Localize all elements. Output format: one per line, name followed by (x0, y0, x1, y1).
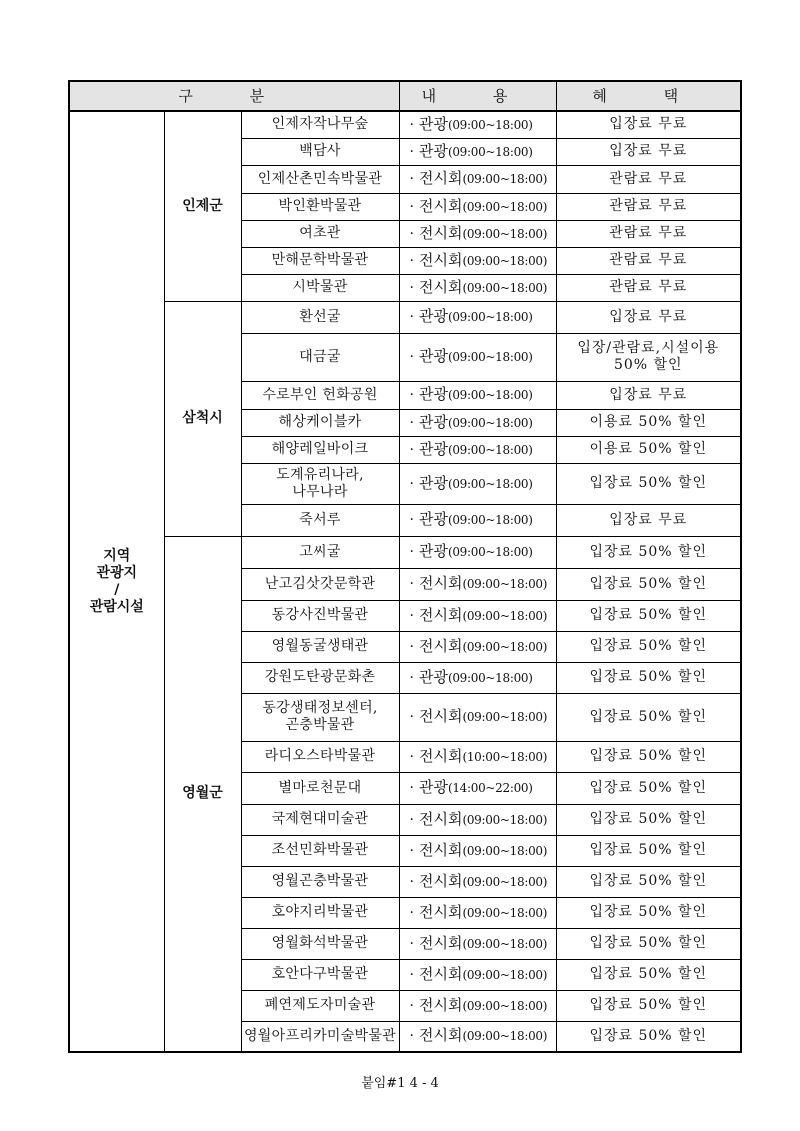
facility-type: 관광 (418, 141, 448, 160)
header-benefit: 혜 택 (556, 81, 741, 111)
operating-hours: (09:00~18:00) (462, 843, 548, 858)
facility-name: 고씨굴 (241, 536, 399, 568)
facility-content (399, 741, 556, 772)
facility-name: 강원도탄광문화촌 (241, 662, 399, 693)
bullet-mark: · (409, 935, 414, 952)
facility-content (399, 436, 556, 463)
facility-name: 영월화석박물관 (241, 928, 399, 959)
benefit-text: 이용료 50% 할인 (556, 409, 741, 436)
operating-hours: (09:00~18:00) (447, 545, 533, 559)
facility-name: 라디오스타박물관 (241, 741, 399, 772)
operating-hours: (09:00~18:00) (447, 415, 533, 430)
facility-type: 전시회 (418, 1026, 463, 1045)
bullet-mark: · (409, 225, 414, 242)
header-content: 내 용 (399, 81, 556, 111)
facility-content (399, 631, 556, 662)
bullet-mark: · (409, 576, 414, 592)
facility-type: 전시회 (418, 574, 463, 592)
facility-content (399, 333, 556, 381)
bullet-mark: · (409, 387, 414, 403)
page-footer: 붙임#1 4 - 4 (361, 1076, 439, 1091)
bullet-mark: · (409, 171, 414, 187)
facility-type: 전시회 (418, 250, 463, 269)
operating-hours: (09:00~18:00) (462, 998, 548, 1013)
facility-name: 해양레일바이크 (241, 436, 399, 463)
benefit-text: 입장료 50% 할인 (556, 741, 741, 772)
bullet-mark: · (409, 309, 414, 325)
facility-name: 동강사진박물관 (241, 600, 399, 631)
benefit-text: 관람료 무료 (556, 165, 741, 193)
facility-type: 전시회 (418, 964, 463, 983)
operating-hours: (09:00~18:00) (462, 639, 548, 654)
facility-name: 영월아프리카미술박물관 (241, 1021, 399, 1052)
facility-content (399, 662, 556, 693)
operating-hours: (09:00~18:00) (462, 874, 548, 889)
facility-type: 관광 (418, 307, 448, 325)
facility-name: 난고김삿갓문학관 (241, 568, 399, 600)
bullet-mark: · (409, 143, 414, 160)
operating-hours: (09:00~18:00) (462, 226, 548, 241)
facility-content (399, 536, 556, 568)
facility-content (399, 504, 556, 536)
operating-hours: (09:00~18:00) (462, 172, 548, 186)
facility-type: 전시회 (418, 746, 463, 765)
operating-hours: (09:00~18:00) (462, 905, 548, 920)
operating-hours: (09:00~18:00) (462, 577, 548, 591)
facility-content (399, 138, 556, 165)
operating-hours: (09:00~18:00) (462, 608, 548, 623)
facility-type: 관광 (418, 667, 448, 686)
operating-hours: (09:00~18:00) (462, 253, 548, 268)
benefit-text: 관람료 무료 (556, 220, 741, 247)
facility-name: 시박물관 (241, 274, 399, 301)
benefit-text: 입장료 무료 (556, 504, 741, 536)
facility-benefits-table (68, 80, 742, 1053)
facility-type: 관광 (418, 473, 448, 492)
bullet-mark: · (409, 475, 414, 492)
table-row (69, 111, 741, 138)
facility-name: 죽서루 (241, 504, 399, 536)
facility-content (399, 897, 556, 928)
benefit-text: 입장료 50% 할인 (556, 631, 741, 662)
bullet-mark: · (409, 116, 414, 133)
bullet-mark: · (409, 441, 414, 458)
benefit-text: 입장료 50% 할인 (556, 959, 741, 990)
facility-type: 전시회 (418, 995, 463, 1014)
region-label-line: 관광지 (96, 564, 138, 581)
operating-hours: (10:00~18:00) (462, 749, 548, 764)
benefit-text: 관람료 무료 (556, 274, 741, 301)
facility-content (399, 568, 556, 600)
bullet-mark: · (409, 748, 414, 765)
facility-type: 관광 (418, 778, 448, 796)
bullet-mark: · (409, 512, 414, 528)
facility-content (399, 381, 556, 409)
benefit-text: 이용료 50% 할인 (556, 436, 741, 463)
facility-name: 해상케이블카 (241, 409, 399, 436)
operating-hours: (09:00~18:00) (462, 936, 548, 951)
benefit-text: 입장료 50% 할인 (556, 866, 741, 897)
facility-content (399, 274, 556, 301)
operating-hours: (09:00~18:00) (447, 350, 533, 364)
facility-name: 조선민화박물관 (241, 835, 399, 866)
facility-name: 폐연제도자미술관 (241, 990, 399, 1021)
facility-name: 박인환박물관 (241, 193, 399, 220)
header-category: 구 분 (69, 81, 399, 111)
facility-type: 전시회 (418, 809, 463, 828)
facility-type: 전시회 (418, 277, 463, 296)
operating-hours: (09:00~18:00) (462, 710, 548, 724)
benefit-text: 입장료 50% 할인 (556, 536, 741, 568)
bullet-mark: · (409, 811, 414, 828)
county-label: 삼척시 (164, 301, 241, 536)
bullet-mark: · (409, 349, 414, 365)
facility-name: 별마로천문대 (241, 772, 399, 804)
facility-name: 도계유리나라, 나무나라 (241, 463, 399, 504)
facility-type: 전시회 (418, 636, 463, 655)
facility-content (399, 409, 556, 436)
operating-hours: (09:00~18:00) (462, 967, 548, 982)
bullet-mark: · (409, 638, 414, 655)
facility-content (399, 111, 556, 138)
facility-content (399, 959, 556, 990)
operating-hours: (09:00~18:00) (447, 513, 533, 527)
bullet-mark: · (409, 252, 414, 269)
facility-name: 만해문학박물관 (241, 247, 399, 274)
facility-content (399, 928, 556, 959)
facility-name: 호안다구박물관 (241, 959, 399, 990)
facility-name: 인제자작나무숲 (241, 111, 399, 138)
bullet-mark: · (409, 966, 414, 983)
bullet-mark: · (409, 780, 414, 796)
facility-type: 전시회 (418, 840, 463, 859)
bullet-mark: · (409, 544, 414, 560)
operating-hours: (09:00~18:00) (462, 812, 548, 827)
facility-type: 관광 (418, 385, 448, 403)
facility-type: 전시회 (418, 871, 463, 890)
operating-hours: (09:00~18:00) (447, 388, 533, 402)
facility-name: 영월동굴생태관 (241, 631, 399, 662)
benefit-text: 관람료 무료 (556, 193, 741, 220)
benefit-text: 관람료 무료 (556, 247, 741, 274)
benefit-text: 입장료 무료 (556, 138, 741, 165)
facility-content (399, 693, 556, 741)
facility-content (399, 220, 556, 247)
benefit-text: 입장료 50% 할인 (556, 990, 741, 1021)
operating-hours: (09:00~18:00) (447, 476, 533, 491)
bullet-mark: · (409, 842, 414, 859)
facility-content (399, 463, 556, 504)
facility-content (399, 835, 556, 866)
facility-type: 관광 (418, 542, 448, 560)
operating-hours: (09:00~18:00) (447, 117, 533, 132)
facility-type: 관광 (418, 510, 448, 528)
facility-type: 전시회 (418, 196, 463, 215)
facility-content (399, 804, 556, 835)
region-label-line: 관람시설 (89, 598, 144, 615)
benefit-text: 입장료 50% 할인 (556, 928, 741, 959)
operating-hours: (09:00~18:00) (462, 280, 548, 295)
benefit-text: 입장료 50% 할인 (556, 600, 741, 631)
facility-name: 수로부인 헌화공원 (241, 381, 399, 409)
facility-type: 관광 (418, 114, 448, 133)
bullet-mark: · (409, 1028, 414, 1045)
benefit-text: 입장/관람료,시설이용 50% 할인 (556, 333, 741, 381)
benefit-text: 입장료 50% 할인 (556, 804, 741, 835)
benefit-text: 입장료 50% 할인 (556, 772, 741, 804)
benefit-text: 입장료 50% 할인 (556, 693, 741, 741)
table-row (69, 301, 741, 333)
facility-type: 관광 (418, 412, 448, 431)
facility-content (399, 990, 556, 1021)
bullet-mark: · (409, 414, 414, 431)
facility-content (399, 247, 556, 274)
facility-name: 여초관 (241, 220, 399, 247)
facility-name: 국제현대미술관 (241, 804, 399, 835)
bullet-mark: · (409, 279, 414, 296)
bullet-mark: · (409, 873, 414, 890)
facility-content (399, 600, 556, 631)
bullet-mark: · (409, 669, 414, 686)
benefit-text: 입장료 50% 할인 (556, 897, 741, 928)
facility-content (399, 866, 556, 897)
facility-name: 영월곤충박물관 (241, 866, 399, 897)
facility-content (399, 165, 556, 193)
table-row (69, 536, 741, 568)
operating-hours: (14:00~22:00) (447, 781, 533, 795)
bullet-mark: · (409, 198, 414, 215)
operating-hours: (09:00~18:00) (447, 442, 533, 457)
facility-type: 전시회 (418, 169, 463, 187)
benefit-text: 입장료 무료 (556, 301, 741, 333)
facility-name: 백담사 (241, 138, 399, 165)
benefit-text: 입장료 50% 할인 (556, 568, 741, 600)
facility-name: 인제산촌민속박물관 (241, 165, 399, 193)
facility-type: 전시회 (418, 902, 463, 921)
bullet-mark: · (409, 997, 414, 1014)
county-label: 인제군 (164, 111, 241, 301)
region-label (69, 111, 164, 1052)
facility-content (399, 1021, 556, 1052)
county-label: 영월군 (164, 536, 241, 1052)
facility-content (399, 193, 556, 220)
facility-name: 대금굴 (241, 333, 399, 381)
table-body (69, 111, 741, 1052)
facility-type: 전시회 (418, 605, 463, 624)
facility-content (399, 301, 556, 333)
benefit-text: 입장료 무료 (556, 111, 741, 138)
benefit-text: 입장료 50% 할인 (556, 1021, 741, 1052)
facility-type: 전시회 (418, 223, 463, 242)
bullet-mark: · (409, 607, 414, 624)
operating-hours: (09:00~18:00) (447, 670, 533, 685)
region-label-line: 지역 (103, 547, 131, 564)
bullet-mark: · (409, 904, 414, 921)
facility-name: 호야지리박물관 (241, 897, 399, 928)
facility-content (399, 772, 556, 804)
benefit-text: 입장료 50% 할인 (556, 463, 741, 504)
benefit-text: 입장료 무료 (556, 381, 741, 409)
operating-hours: (09:00~18:00) (447, 144, 533, 159)
bullet-mark: · (409, 709, 414, 725)
operating-hours: (09:00~18:00) (447, 310, 533, 324)
operating-hours: (09:00~18:00) (462, 1029, 548, 1044)
facility-type: 전시회 (418, 933, 463, 952)
operating-hours: (09:00~18:00) (462, 199, 548, 214)
facility-type: 전시회 (418, 707, 463, 725)
benefit-text: 입장료 50% 할인 (556, 662, 741, 693)
region-label-line: / (114, 581, 120, 598)
table-header-row (69, 81, 741, 111)
facility-name: 환선굴 (241, 301, 399, 333)
benefit-text: 입장료 50% 할인 (556, 835, 741, 866)
facility-type: 관광 (418, 347, 448, 365)
facility-name: 동강생태정보센터, 곤충박물관 (241, 693, 399, 741)
facility-type: 관광 (418, 439, 448, 458)
